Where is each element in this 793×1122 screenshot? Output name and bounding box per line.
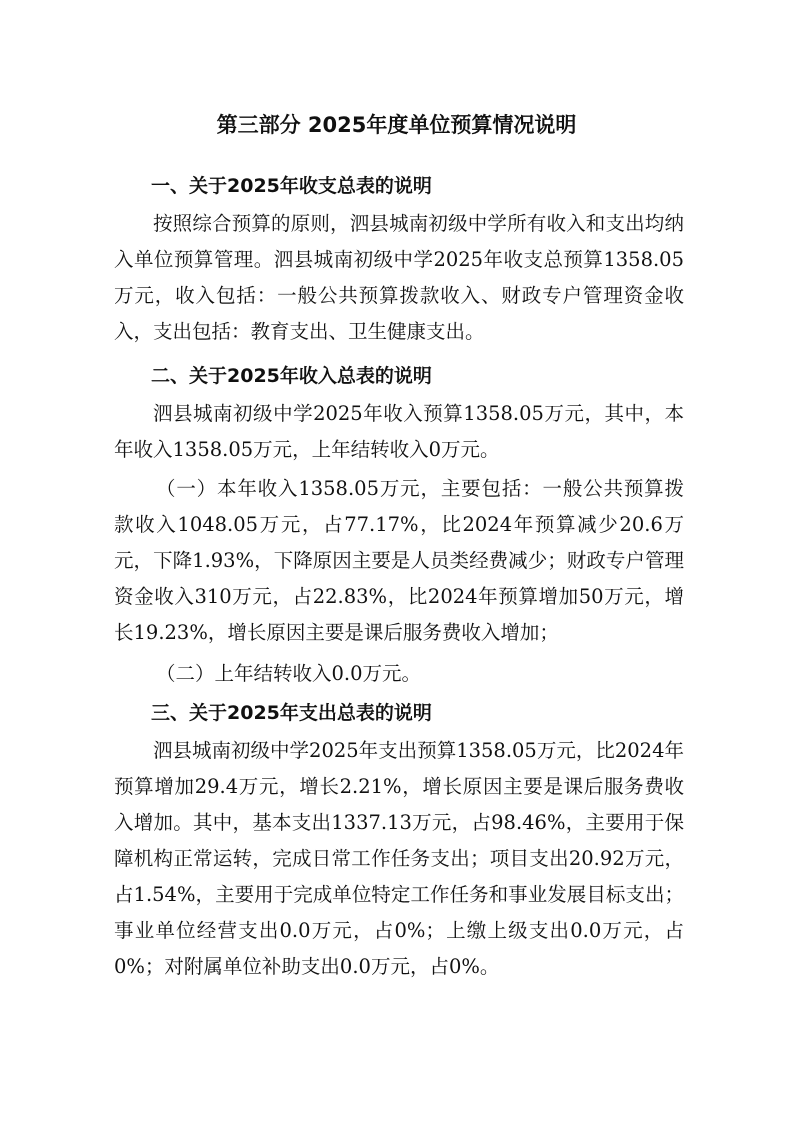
paragraph-income-expense-summary: 按照综合预算的原则，泗县城南初级中学所有收入和支出均纳入单位预算管理。泗县城南初级中学2025年收支总预算1358.05万元，收入包括：一般公共预算拨款收入、财政专户管理资金收入，支出包括：教育支出、卫生健康支出。 <box>114 212 684 343</box>
section-heading-expense-summary: 三、关于2025年支出总表的说明 <box>151 702 432 724</box>
paragraph-income-overview: 泗县城南初级中学2025年收入预算1358.05万元，其中，本年收入1358.05万元，上年结转收入0万元。 <box>114 402 684 461</box>
page-title: 第三部分 2025年度单位预算情况说明 <box>216 113 577 137</box>
section-heading-income-expense-summary: 一、关于2025年收支总表的说明 <box>151 175 432 197</box>
paragraph-carryover-income: （二）上年结转收入0.0万元。 <box>156 662 422 685</box>
section-heading-income-summary: 二、关于2025年收入总表的说明 <box>151 365 432 387</box>
paragraph-expense-overview: 泗县城南初级中学2025年支出预算1358.05万元，比2024年预算增加29.4万元，增长2.21%，增长原因主要是课后服务费收入增加。其中，基本支出1337.13万元，占98.46%，主要用于保障机构正常运转，完成日常工作任务支出；项目支出20.92万元，占1.54%，主要用于完成单位特定工作任务和事业发展目标支出；事业单位经营支出0.0万元，占0%；上缴上级支出0.0万元，占0%；对附属单位补助支出0.0万元，占0%。 <box>114 739 684 978</box>
paragraph-current-year-income: （一）本年收入1358.05万元，主要包括：一般公共预算拨款收入1048.05万元，占77.17%，比2024年预算减少20.6万元，下降1.93%，下降原因主要是人员类经费减少；财政专户管理资金收入310万元，占22.83%，比2024年预算增加50万元，增长19.23%，增长原因主要是课后服务费收入增加； <box>114 477 684 644</box>
